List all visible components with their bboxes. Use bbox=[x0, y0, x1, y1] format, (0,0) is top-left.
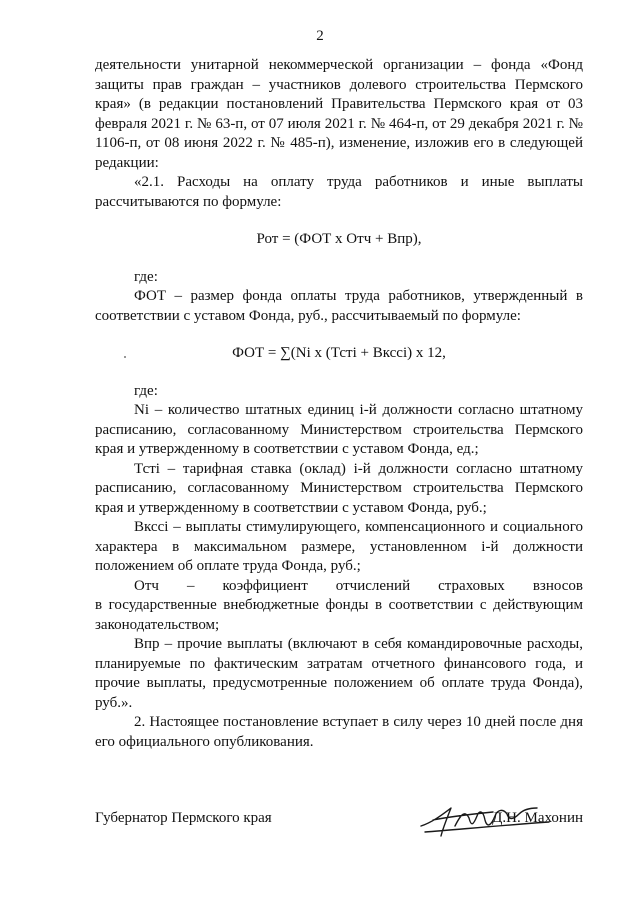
paragraph-fot: ФОТ – размер фонда оплаты труда работников, утвержденный в соответствии с уставом Фонда, руб., рассчитываемый по формуле: bbox=[95, 288, 583, 324]
scan-speck bbox=[124, 356, 126, 358]
formula-fot: ФОТ = ∑(Ni x (Тсті + Вксcі) x 12, bbox=[232, 345, 446, 361]
paragraph-2-1: «2.1. Расходы на оплату труда работников и иные выплаты рассчитываются по формуле: bbox=[95, 174, 583, 210]
signatory-position: Губернатор Пермского края bbox=[95, 810, 272, 826]
where-label-2: где: bbox=[134, 382, 158, 399]
document-body bbox=[95, 56, 583, 752]
formula-rot: Рот = (ФОТ x Отч + Впр), bbox=[256, 231, 422, 247]
paragraph-vksci: Вксcі – выплаты стимулирующего, компенсационного и социального характера в максимальном размере, установленном i-й должности положением об оплате труда Фонда, руб.; bbox=[95, 519, 583, 574]
paragraph-tsti: Тсті – тарифная ставка (оклад) і-й должности согласно штатному расписанию, согласованному Министерством строительства Пермского края и утвержденному в соответствии с уставом Фонда, руб.; bbox=[95, 460, 583, 516]
paragraph-intro: деятельности унитарной некоммерческой организации – фонда «Фонд защиты прав граждан – участников долевого строительства Пермского края» (в редакции постановлений Правительства Пермского края от 03 февраля 2021 г. № 63-п, от 07 июля 2021 г. № 464-п, от 29 декабря 2021 г. № 1106-п, от 08 июня 2022 г. № 485-п), изменение, изложив его в следующей редакции: bbox=[95, 57, 583, 171]
paragraph-effective-date: 2. Настоящее постановление вступает в силу через 10 дней после дня его официального опубликования. bbox=[95, 714, 583, 750]
paragraph-otch-rest: в государственные внебюджетные фонды в соответствии с действующим законодательством; bbox=[95, 597, 583, 633]
paragraph-ni: Ni – количество штатных единиц i-й должности согласно штатному расписанию, согласованному Министерством строительства Пермского края и утвержденному в соответствии с уставом Фонда, ед.; bbox=[95, 402, 583, 457]
paragraph-vpr: Впр – прочие выплаты (включают в себя командировочные расходы, планируемые по фактическим затратам отчетного финансового года, и прочие выплаты, предусмотренные положением об оплате труда Фонда), руб.». bbox=[95, 636, 583, 711]
paragraph-otch-line1: Отч – коэффициент отчислений страховых взносов bbox=[134, 577, 583, 594]
signatory-name: Д.Н. Махонин bbox=[492, 810, 583, 826]
where-label-1: где: bbox=[134, 268, 158, 285]
page-number: 2 bbox=[316, 28, 324, 44]
